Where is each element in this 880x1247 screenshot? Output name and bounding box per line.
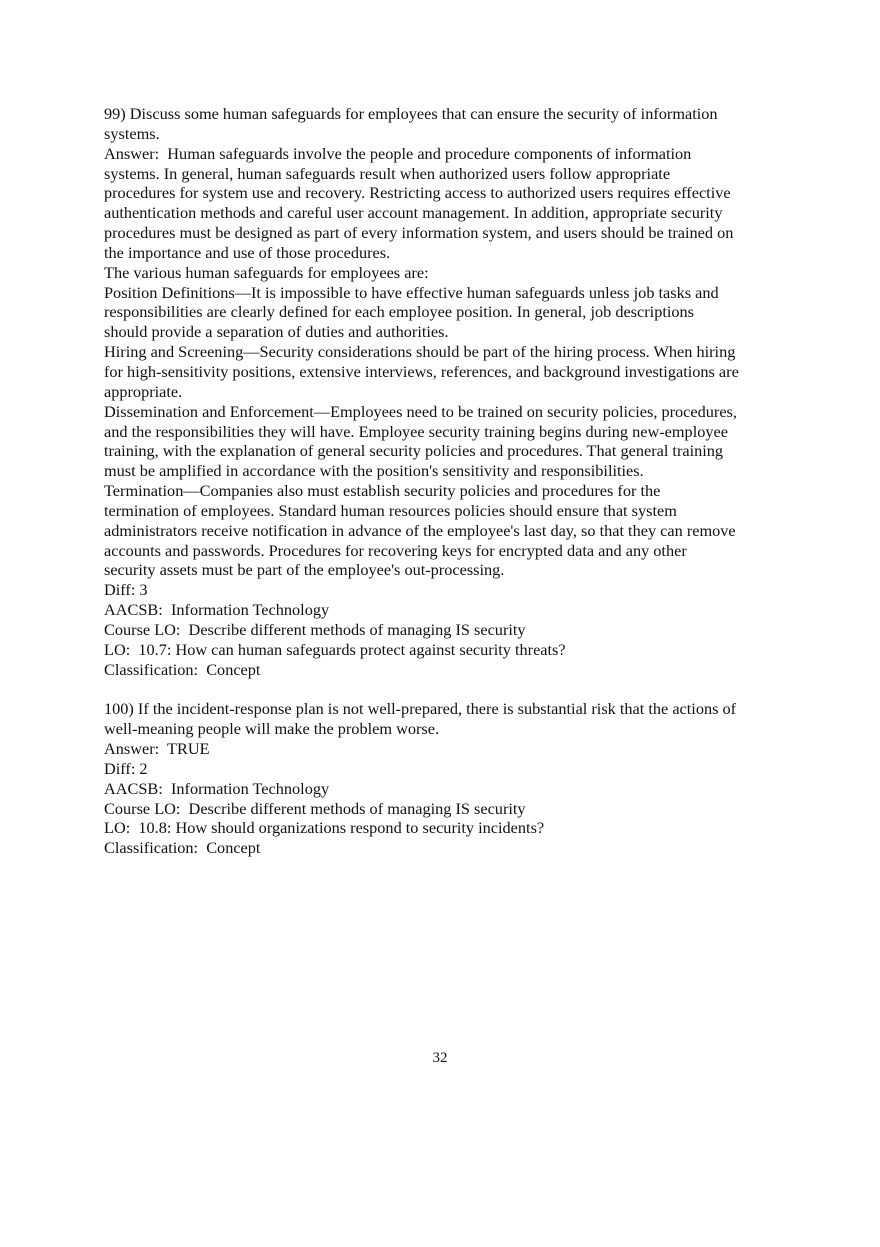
q99-line: authentication methods and careful user account management. In addition, appropriate security	[104, 203, 723, 223]
q100-line: well-meaning people will make the problem worse.	[104, 719, 440, 739]
q99-line: should provide a separation of duties and authorities.	[104, 322, 449, 342]
q99-line: administrators receive notification in advance of the employee's last day, so that they can remove	[104, 520, 736, 540]
q99-line: training, with the explanation of general security policies and procedures. That general training	[104, 441, 724, 461]
q99-difficulty: Diff: 3	[104, 580, 148, 600]
q99-course-lo: Course LO: Describe different methods of managing IS security	[104, 619, 526, 639]
q100-difficulty: Diff: 2	[104, 758, 148, 778]
q99-line: Hiring and Screening—Security considerations should be part of the hiring process. When hiring	[104, 342, 736, 362]
q99-line: systems. In general, human safeguards result when authorized users follow appropriate	[104, 163, 671, 183]
q100-aacsb: AACSB: Information Technology	[104, 778, 330, 798]
q99-line: procedures for system use and recovery. Restricting access to authorized users requires effective	[104, 183, 731, 203]
q99-aacsb: AACSB: Information Technology	[104, 600, 330, 620]
question-100	[104, 699, 784, 858]
q99-lo: LO: 10.7: How can human safeguards protect against security threats?	[104, 639, 566, 659]
q99-line: must be amplified in accordance with the position's sensitivity and responsibilities.	[104, 461, 644, 481]
q99-line: and the responsibilities they will have. Employee security training begins during new-employee	[104, 421, 728, 441]
q100-line: 100) If the incident-response plan is not well-prepared, there is substantial risk that the actions of	[104, 699, 737, 719]
q99-line: for high-sensitivity positions, extensive interviews, references, and background investigations are	[104, 361, 739, 381]
q99-line: termination of employees. Standard human resources policies should ensure that system	[104, 500, 677, 520]
q99-line: the importance and use of those procedures.	[104, 242, 391, 262]
question-spacer	[104, 679, 784, 699]
q99-line: Position Definitions—It is impossible to have effective human safeguards unless job tasks and	[104, 282, 719, 302]
q99-line: The various human safeguards for employees are:	[104, 262, 429, 282]
q100-answer: Answer: TRUE	[104, 739, 210, 758]
q99-classification: Classification: Concept	[104, 659, 261, 679]
q99-line: responsibilities are clearly defined for each employee position. In general, job descriptions	[104, 302, 694, 322]
q99-line: accounts and passwords. Procedures for recovering keys for encrypted data and any other	[104, 540, 687, 560]
q99-line: Termination—Companies also must establish security policies and procedures for the	[104, 481, 661, 501]
q99-line: Dissemination and Enforcement—Employees need to be trained on security policies, procedures,	[104, 401, 737, 421]
page-number: 32	[432, 1050, 448, 1066]
q99-line: appropriate.	[104, 381, 183, 401]
q100-classification: Classification: Concept	[104, 838, 261, 858]
q99-line: 99) Discuss some human safeguards for employees that can ensure the security of information	[104, 104, 718, 123]
q100-lo: LO: 10.8: How should organizations respond to security incidents?	[104, 818, 545, 838]
question-99	[104, 104, 784, 679]
q100-course-lo: Course LO: Describe different methods of managing IS security	[104, 798, 526, 818]
q99-answer-line: Answer: Human safeguards involve the people and procedure components of information	[104, 143, 692, 163]
document-body	[104, 104, 784, 858]
q99-line: procedures must be designed as part of every information system, and users should be trained on	[104, 223, 734, 243]
q99-line: security assets must be part of the employee's out-processing.	[104, 560, 505, 580]
q99-line: systems.	[104, 123, 160, 143]
